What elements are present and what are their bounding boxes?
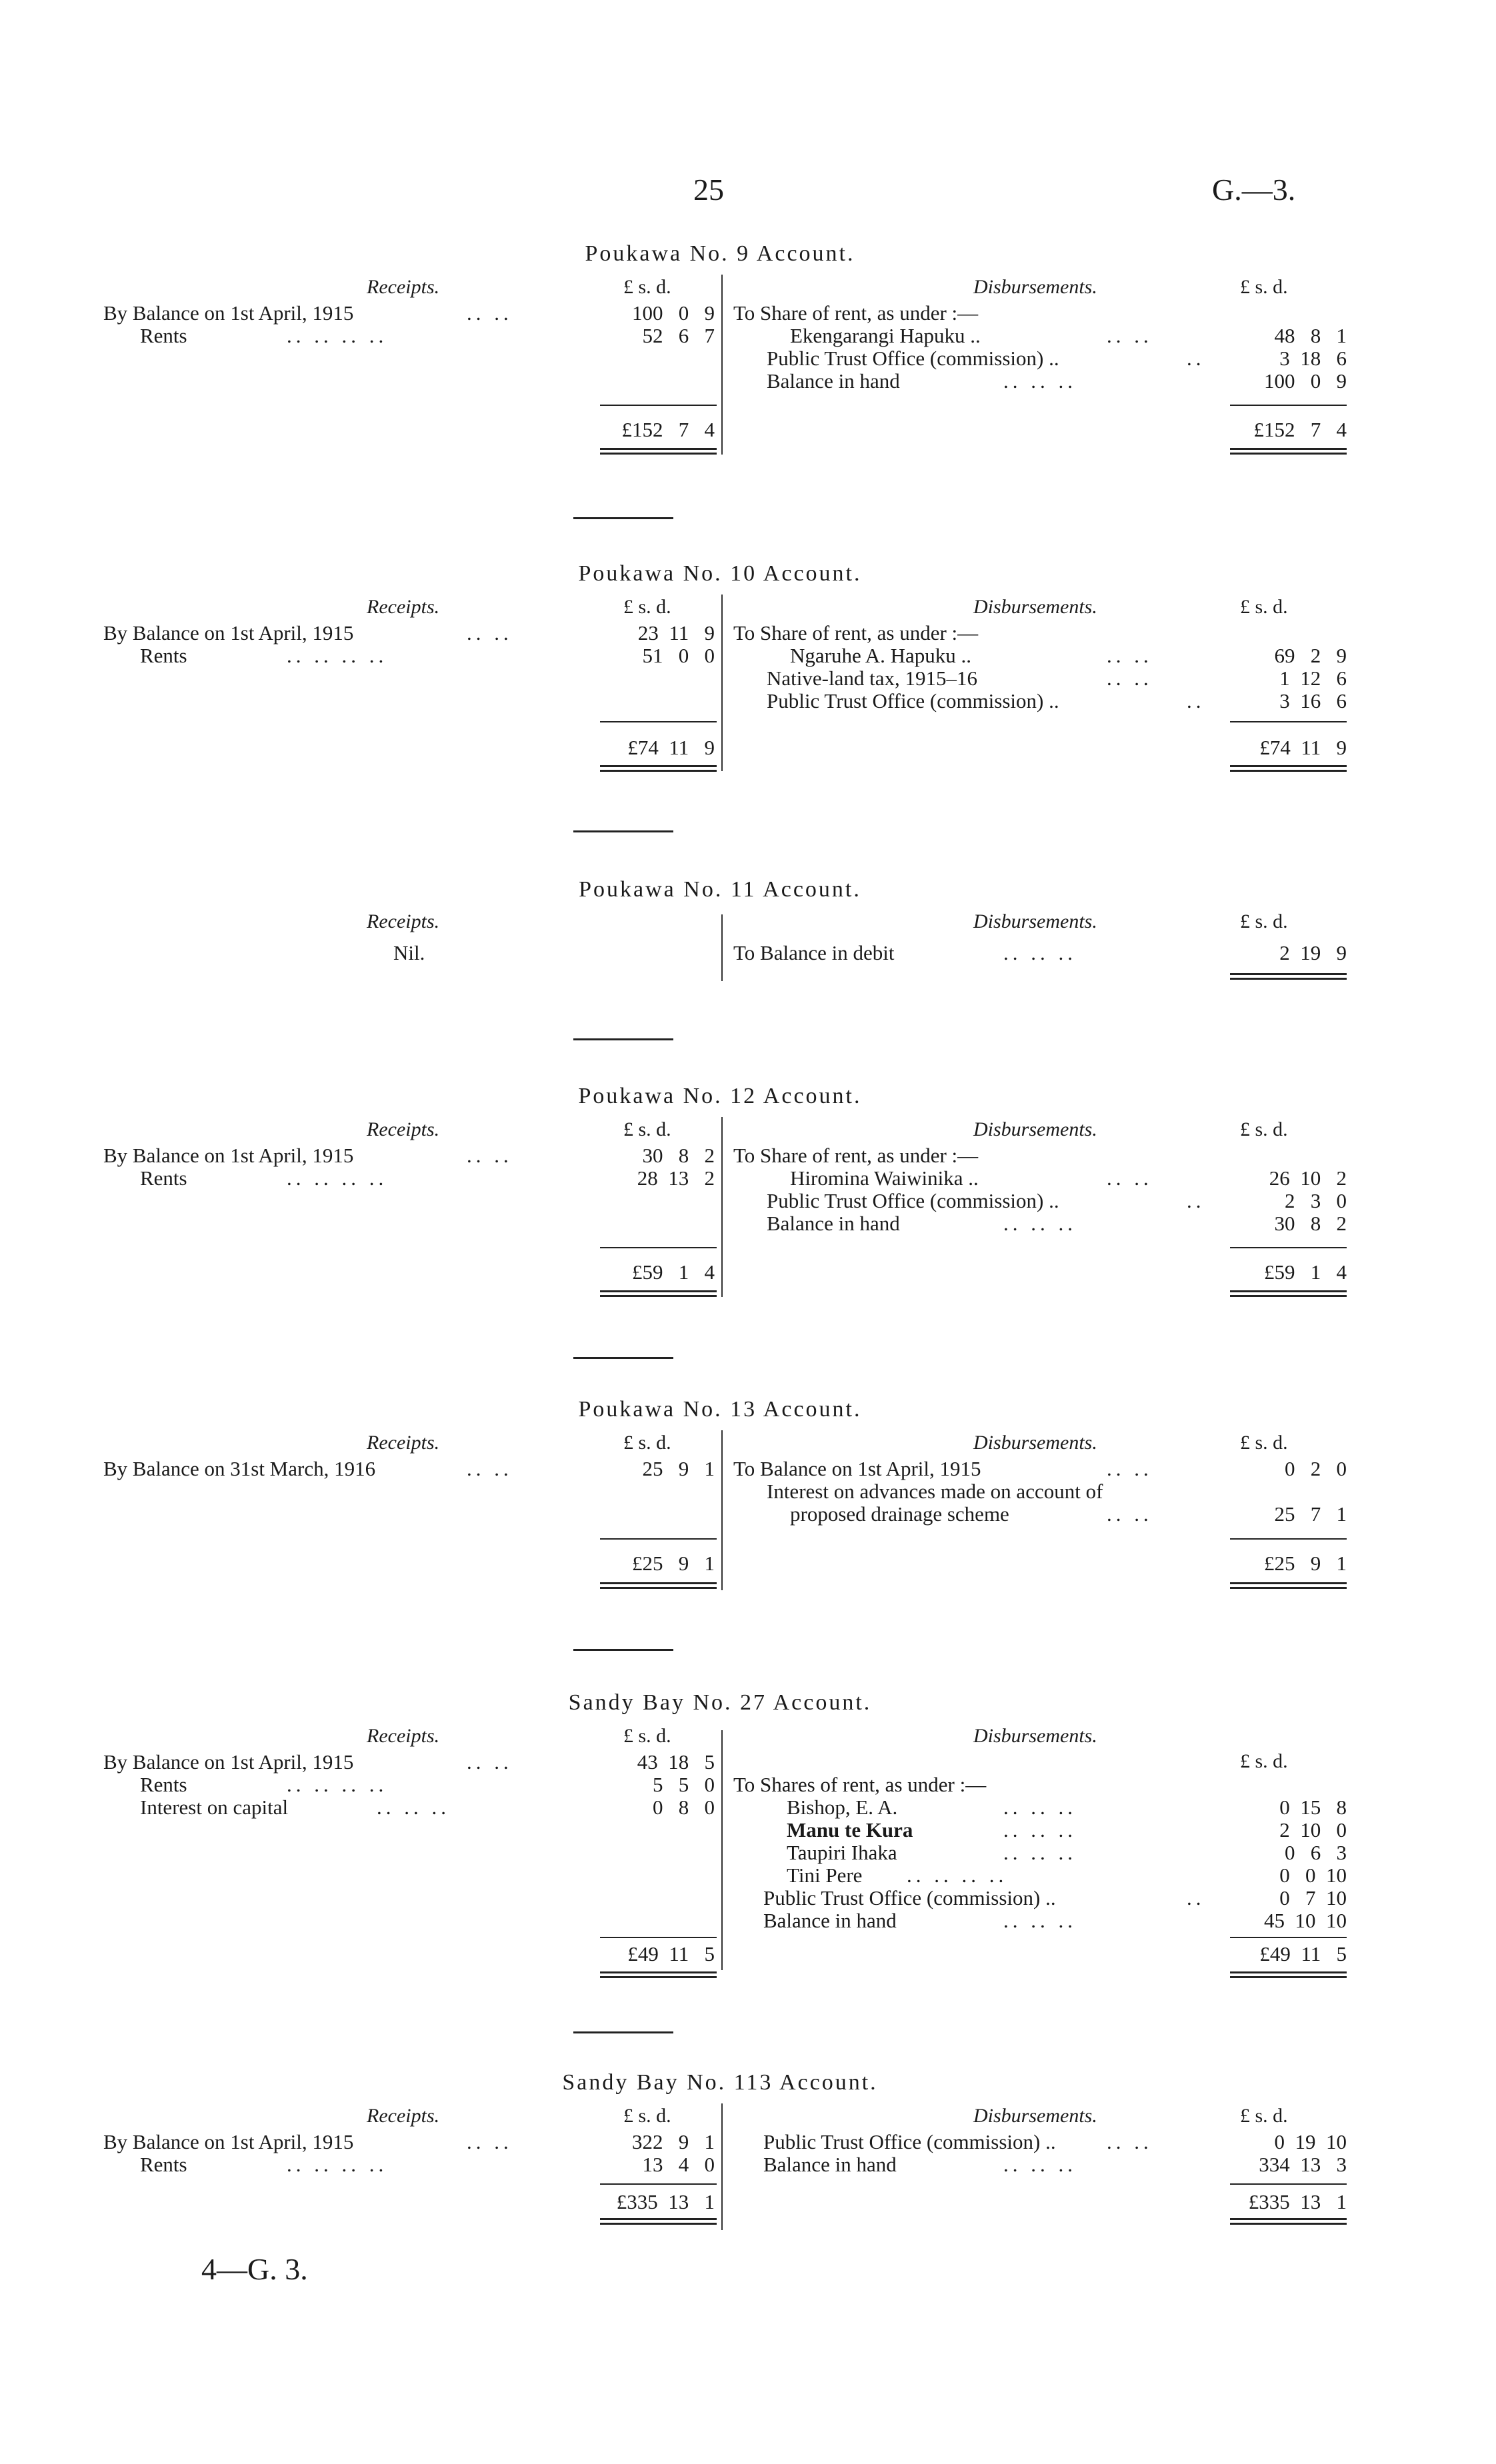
total-double-rule (1230, 1290, 1347, 1297)
leader-dots: .. .. .. (1003, 941, 1077, 964)
leader-dots: .. .. .. (1003, 369, 1077, 393)
receipts-heading: Receipts. (367, 910, 440, 932)
leader-dots: .. (1187, 347, 1205, 370)
account-title: Sandy Bay No. 113 Account. (562, 2070, 878, 2095)
leader-dots: .. .. (1107, 1166, 1153, 1190)
disbursement-line: Native-land tax, 1915–16 (767, 666, 977, 690)
disbursements-lsd-heading: £ s. d. (1240, 1750, 1288, 1772)
receipt-line: By Balance on 1st April, 1915 (103, 1750, 354, 1774)
disbursements-heading: Disbursements. (973, 2105, 1097, 2127)
receipt-line: Rents (140, 644, 187, 667)
subtotal-rule (1230, 1937, 1347, 1938)
account-poukawa-9 (93, 241, 1347, 468)
account-sandy-bay-113 (93, 2070, 1347, 2243)
disbursement-line: Ekengarangi Hapuku .. (790, 324, 981, 347)
disbursement-line: Balance in hand (763, 2153, 897, 2176)
receipts-total: £74 11 9 (627, 736, 715, 759)
leader-dots: .. .. (467, 301, 513, 325)
total-double-rule (600, 1582, 717, 1589)
leader-dots: .. .. .. (1003, 1909, 1077, 1932)
receipts-lsd-heading: £ s. d. (623, 1118, 671, 1140)
disbursement-line: Taupiri Ihaka (787, 1841, 897, 1864)
section-separator (573, 1649, 673, 1651)
receipts-total: £59 1 4 (632, 1260, 715, 1284)
leader-dots: .. .. (467, 1144, 513, 1167)
disbursement-amount: 0 15 8 (1279, 1796, 1347, 1819)
disbursement-line: To Share of rent, as under :— (733, 1144, 979, 1167)
leader-dots: .. .. (467, 1457, 513, 1480)
disbursements-total: £74 11 9 (1259, 736, 1347, 759)
total-double-rule (1230, 1582, 1347, 1589)
subtotal-rule (600, 405, 717, 406)
receipts-total: £335 13 1 (616, 2190, 715, 2213)
disbursement-line: Bishop, E. A. (787, 1796, 898, 1819)
account-title: Poukawa No. 11 Account. (579, 877, 861, 902)
disbursement-amount: 48 8 1 (1274, 324, 1347, 347)
leader-dots: .. .. .. (1003, 1818, 1077, 1842)
disbursement-line: To Balance in debit (733, 941, 895, 964)
disbursement-line: Interest on advances made on account of (767, 1480, 1103, 1503)
leader-dots: .. .. (467, 621, 513, 644)
footer-signature-ref: 4—G. 3. (201, 2252, 308, 2286)
disbursement-amount: 3 16 6 (1279, 689, 1347, 712)
disbursements-heading: Disbursements. (973, 910, 1097, 932)
disbursements-lsd-heading: £ s. d. (1240, 596, 1288, 618)
disbursement-line: Balance in hand (763, 1909, 897, 1932)
account-sandy-bay-27 (93, 1690, 1347, 1983)
disbursements-heading: Disbursements. (973, 1725, 1097, 1747)
receipt-amount: 28 13 2 (637, 1166, 715, 1190)
total-double-rule (1230, 448, 1347, 455)
disbursement-amount: 334 13 3 (1259, 2153, 1347, 2176)
disbursement-amount: 45 10 10 (1264, 1909, 1347, 1932)
leader-dots: .. .. .. .. (907, 1863, 1008, 1887)
disbursements-lsd-heading: £ s. d. (1240, 2105, 1288, 2127)
leader-dots: .. .. .. .. (287, 1166, 388, 1190)
leader-dots: .. .. (467, 1750, 513, 1774)
subtotal-rule (1230, 721, 1347, 722)
receipt-line: Rents (140, 2153, 187, 2176)
disbursement-amount: 26 10 2 (1269, 1166, 1347, 1190)
leader-dots: .. .. (1107, 666, 1153, 690)
leader-dots: .. .. (1107, 324, 1153, 347)
section-separator (573, 1038, 673, 1040)
account-poukawa-12 (93, 1084, 1347, 1310)
section-separator (573, 830, 673, 832)
receipts-heading: Receipts. (367, 2105, 440, 2127)
receipt-amount: 100 0 9 (632, 301, 715, 325)
leader-dots: .. .. .. (1003, 1841, 1077, 1864)
disbursement-amount: 30 8 2 (1274, 1212, 1347, 1235)
account-title: Poukawa No. 9 Account. (585, 241, 855, 266)
account-title: Sandy Bay No. 27 Account. (568, 1690, 872, 1715)
section-separator (573, 517, 673, 519)
total-double-rule (600, 1971, 717, 1978)
account-title: Poukawa No. 10 Account. (578, 561, 862, 586)
column-divider (721, 275, 723, 455)
disbursement-line: Public Trust Office (commission) .. (767, 1189, 1059, 1212)
account-poukawa-11 (93, 877, 1347, 984)
disbursement-amount: 0 2 0 (1285, 1457, 1347, 1480)
disbursement-amount: 2 3 0 (1285, 1189, 1347, 1212)
disbursements-heading: Disbursements. (973, 1118, 1097, 1140)
receipts-total: £152 7 4 (621, 418, 715, 441)
receipts-total: £25 9 1 (632, 1552, 715, 1575)
section-separator (573, 1357, 673, 1359)
disbursement-amount: 0 7 10 (1279, 1886, 1347, 1909)
receipt-amount: 0 8 0 (653, 1796, 715, 1819)
disbursement-amount: 25 7 1 (1274, 1502, 1347, 1526)
subtotal-rule (600, 1247, 717, 1248)
leader-dots: .. (1187, 1189, 1205, 1212)
receipt-amount: 51 0 0 (642, 644, 715, 667)
subtotal-rule (1230, 405, 1347, 406)
total-double-rule (1230, 2218, 1347, 2225)
disbursement-amount: 1 12 6 (1279, 666, 1347, 690)
leader-dots: .. .. .. .. (287, 324, 388, 347)
disbursement-amount: 0 6 3 (1285, 1841, 1347, 1864)
disbursement-line: To Balance on 1st April, 1915 (733, 1457, 981, 1480)
disbursements-total: £59 1 4 (1264, 1260, 1347, 1284)
receipt-line: By Balance on 1st April, 1915 (103, 301, 354, 325)
disbursement-amount: 0 19 10 (1274, 2130, 1347, 2153)
leader-dots: .. .. (1107, 644, 1153, 667)
total-double-rule (600, 2218, 717, 2225)
subtotal-rule (600, 1937, 717, 1938)
subtotal-rule (600, 2183, 717, 2185)
receipt-line: By Balance on 1st April, 1915 (103, 1144, 354, 1167)
disbursements-lsd-heading: £ s. d. (1240, 1118, 1288, 1140)
column-divider (721, 2103, 723, 2230)
document-reference: G.—3. (1212, 173, 1296, 207)
column-divider (721, 1430, 723, 1590)
disbursement-line: Public Trust Office (commission) .. (767, 689, 1059, 712)
leader-dots: .. .. (1107, 2130, 1153, 2153)
disbursement-amount: 3 18 6 (1279, 347, 1347, 370)
receipts-heading: Receipts. (367, 596, 440, 618)
disbursement-line: To Shares of rent, as under :— (733, 1773, 987, 1796)
receipt-line: Rents (140, 1773, 187, 1796)
total-double-rule (1230, 765, 1347, 772)
receipts-heading: Receipts. (367, 1118, 440, 1140)
receipt-amount: 43 18 5 (637, 1750, 715, 1774)
leader-dots: .. .. .. .. (287, 2153, 388, 2176)
receipts-heading: Receipts. (367, 276, 440, 298)
disbursement-amount: 100 0 9 (1264, 369, 1347, 393)
disbursement-line: Ngaruhe A. Hapuku .. (790, 644, 972, 667)
disbursements-total: £49 11 5 (1259, 1942, 1347, 1965)
total-double-rule (1230, 1971, 1347, 1978)
page-number: 25 (693, 173, 724, 207)
receipts-heading: Receipts. (367, 1725, 440, 1747)
disbursements-lsd-heading: £ s. d. (1240, 276, 1288, 298)
receipt-amount: 322 9 1 (632, 2130, 715, 2153)
disbursement-line: To Share of rent, as under :— (733, 621, 979, 644)
receipt-amount: 13 4 0 (642, 2153, 715, 2176)
account-poukawa-13 (93, 1397, 1347, 1597)
disbursement-line: proposed drainage scheme (790, 1502, 1009, 1526)
leader-dots: .. (1187, 1886, 1205, 1909)
column-divider (721, 595, 723, 771)
receipt-line: By Balance on 1st April, 1915 (103, 2130, 354, 2153)
disbursement-line: Public Trust Office (commission) .. (767, 347, 1059, 370)
account-poukawa-10 (93, 561, 1347, 781)
disbursement-amount: 0 0 10 (1279, 1863, 1347, 1887)
column-divider (721, 914, 723, 981)
total-double-rule (600, 765, 717, 772)
subtotal-rule (1230, 1538, 1347, 1540)
receipt-amount: 52 6 7 (642, 324, 715, 347)
receipt-amount: 23 11 9 (637, 621, 715, 644)
leader-dots: .. .. .. .. (287, 644, 388, 667)
leader-dots: .. .. (1107, 1502, 1153, 1526)
disbursements-heading: Disbursements. (973, 596, 1097, 618)
disbursements-total: £335 13 1 (1248, 2190, 1347, 2213)
disbursements-lsd-heading: £ s. d. (1240, 910, 1288, 932)
receipts-heading: Receipts. (367, 1432, 440, 1454)
subtotal-rule (1230, 1247, 1347, 1248)
disbursement-line: Balance in hand (767, 1212, 900, 1235)
disbursement-line: To Share of rent, as under :— (733, 301, 979, 325)
receipt-line: By Balance on 31st March, 1916 (103, 1457, 376, 1480)
receipts-lsd-heading: £ s. d. (623, 276, 671, 298)
disbursements-total: £152 7 4 (1253, 418, 1347, 441)
disbursement-amount: 69 2 9 (1274, 644, 1347, 667)
disbursements-lsd-heading: £ s. d. (1240, 1432, 1288, 1454)
disbursement-amount: 2 19 9 (1279, 941, 1347, 964)
subtotal-rule (600, 1538, 717, 1540)
receipt-amount: 5 5 0 (653, 1773, 715, 1796)
disbursement-line: Hiromina Waiwinika .. (790, 1166, 979, 1190)
receipt-line: Rents (140, 1166, 187, 1190)
disbursements-heading: Disbursements. (973, 1432, 1097, 1454)
subtotal-rule (600, 721, 717, 722)
account-title: Poukawa No. 12 Account. (578, 1084, 862, 1108)
leader-dots: .. .. .. (1003, 2153, 1077, 2176)
disbursement-line: Public Trust Office (commission) .. (763, 1886, 1056, 1909)
subtotal-rule (1230, 2183, 1347, 2185)
disbursement-line: Public Trust Office (commission) .. (763, 2130, 1056, 2153)
receipt-amount: 30 8 2 (642, 1144, 715, 1167)
receipt-line: Rents (140, 324, 187, 347)
receipt-line: By Balance on 1st April, 1915 (103, 621, 354, 644)
disbursement-amount: 2 10 0 (1279, 1818, 1347, 1842)
leader-dots: .. .. .. (1003, 1212, 1077, 1235)
receipts-nil: Nil. (393, 941, 425, 964)
total-double-rule (1230, 973, 1347, 980)
disbursements-total: £25 9 1 (1264, 1552, 1347, 1575)
leader-dots: .. .. (1107, 1457, 1153, 1480)
section-separator (573, 2031, 673, 2033)
column-divider (721, 1730, 723, 1970)
receipts-lsd-heading: £ s. d. (623, 1725, 671, 1747)
leader-dots: .. .. .. (1003, 1796, 1077, 1819)
disbursement-line: Tini Pere (787, 1863, 863, 1887)
receipts-lsd-heading: £ s. d. (623, 1432, 671, 1454)
disbursement-line: Manu te Kura (787, 1818, 913, 1842)
receipts-total: £49 11 5 (627, 1942, 715, 1965)
total-double-rule (600, 1290, 717, 1297)
column-divider (721, 1117, 723, 1297)
disbursement-line: Balance in hand (767, 369, 900, 393)
account-title: Poukawa No. 13 Account. (578, 1397, 862, 1422)
receipts-lsd-heading: £ s. d. (623, 596, 671, 618)
leader-dots: .. .. .. (377, 1796, 450, 1819)
leader-dots: .. .. .. .. (287, 1773, 388, 1796)
leader-dots: .. (1187, 689, 1205, 712)
receipts-lsd-heading: £ s. d. (623, 2105, 671, 2127)
receipt-amount: 25 9 1 (642, 1457, 715, 1480)
disbursements-heading: Disbursements. (973, 276, 1097, 298)
receipt-line: Interest on capital (140, 1796, 289, 1819)
total-double-rule (600, 448, 717, 455)
leader-dots: .. .. (467, 2130, 513, 2153)
